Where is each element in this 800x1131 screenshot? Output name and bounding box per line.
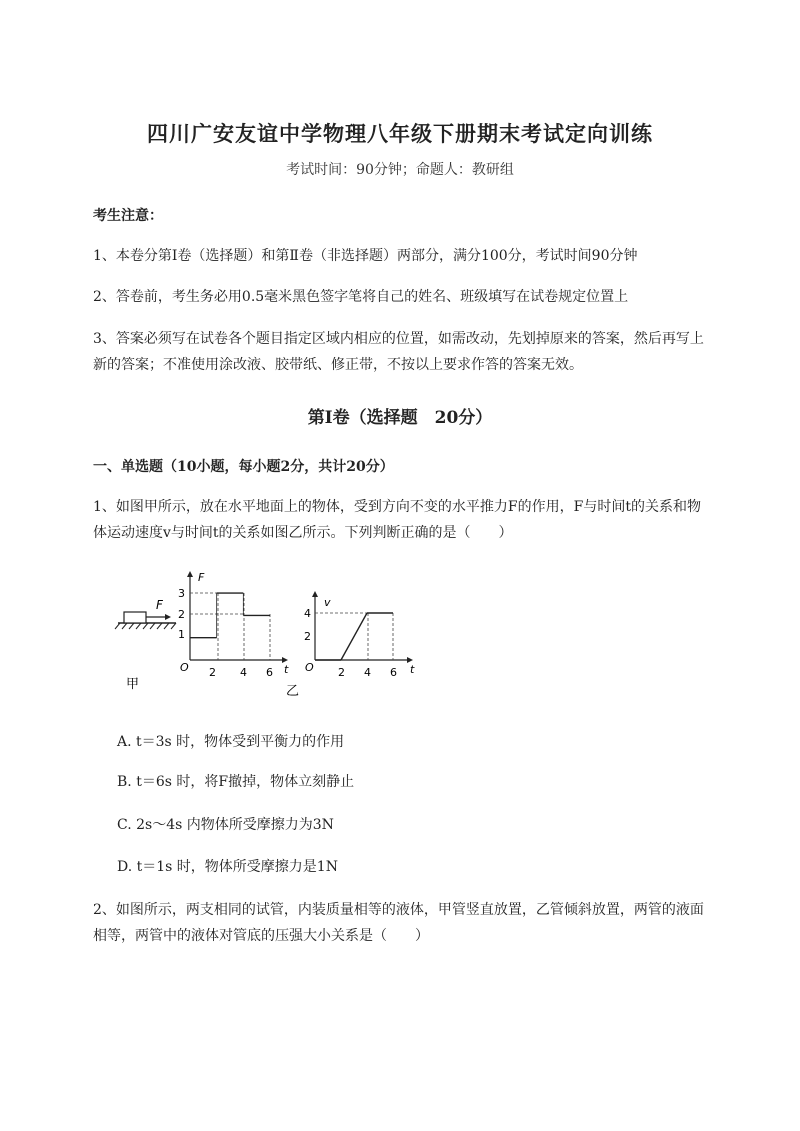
notice-item-2: 2、答卷前，考生务必用0.5毫米黑色签字笔将自己的姓名、班级填写在试卷规定位置上 [93,289,629,305]
exam-title: 四川广安友谊中学物理八年级下册期末考试定向训练 [147,121,653,146]
figure-jia [115,598,176,692]
option-d[interactable]: D. t＝1s 时，物体所受摩擦力是1N [117,859,338,875]
v-x-tick-4: 4 [364,666,371,679]
f-x-tick-6: 6 [266,666,273,679]
f-x-tick-2: 2 [209,666,216,679]
v-y-label: v [324,596,331,609]
force-label: F [156,598,163,612]
f-y-tick-3: 3 [178,587,185,600]
f-y-tick-2: 2 [178,608,185,621]
f-x-tick-4: 4 [240,666,247,679]
v-t-graph [286,591,415,699]
notice-heading: 考生注意： [93,208,163,224]
v-x-tick-2: 2 [338,666,345,679]
v-line-segment-1 [341,613,367,660]
notice-item-1: 1、本卷分第Ⅰ卷（选择题）和第Ⅱ卷（非选择题）两部分，满分100分，考试时间90分钟 [93,248,638,264]
v-y-tick-2: 2 [304,630,311,643]
notice-item-3: 3、答案必须写在试卷各个题目指定区域内相应的位置，如需改动，先划掉原来的答案，然后再写上新的答案；不准使用涂改液、胶带纸、修正带，不按以上要求作答的答案无效。 [93,331,704,373]
v-x-label: t [410,663,415,676]
option-a[interactable]: A. t＝3s 时，物体受到平衡力的作用 [117,734,345,750]
f-t-graph [178,571,289,679]
exam-subtitle: 考试时间：90分钟；命题人：教研组 [286,162,514,178]
part-heading: 一、单选题（10小题，每小题2分，共计20分） [93,459,394,475]
f-origin: O [180,661,189,674]
v-origin: O [305,661,314,674]
label-jia: 甲 [126,677,140,692]
option-c[interactable]: C. 2s～4s 内物体所受摩擦力为3N [117,817,334,833]
v-y-tick-4: 4 [304,607,311,620]
f-y-tick-1: 1 [178,628,185,641]
f-x-label: t [284,663,289,676]
question-1-figure [110,565,430,700]
v-x-tick-6: 6 [390,666,397,679]
option-b[interactable]: B. t＝6s 时，将F撤掉，物体立刻静止 [117,774,355,790]
f-series [190,593,270,638]
question-2-stem: 2、如图所示，两支相同的试管，内装质量相等的液体，甲管竖直放置，乙管倾斜放置，两管的液面相等，两管中的液体对管底的压强大小关系是（ ） [93,902,704,944]
f-y-label: F [198,571,205,584]
question-1-stem: 1、如图甲所示，放在水平地面上的物体，受到方向不变的水平推力F的作用，F与时间t的关系和物体运动速度v与时间t的关系如图乙所示。下列判断正确的是（ ） [93,499,701,541]
f-ticks [178,587,273,679]
section-title: 第Ⅰ卷（选择题 20分） [307,408,493,428]
force-arrow-icon [165,614,171,620]
label-yi: 乙 [286,684,300,699]
block [124,612,146,623]
v-series [315,613,393,660]
